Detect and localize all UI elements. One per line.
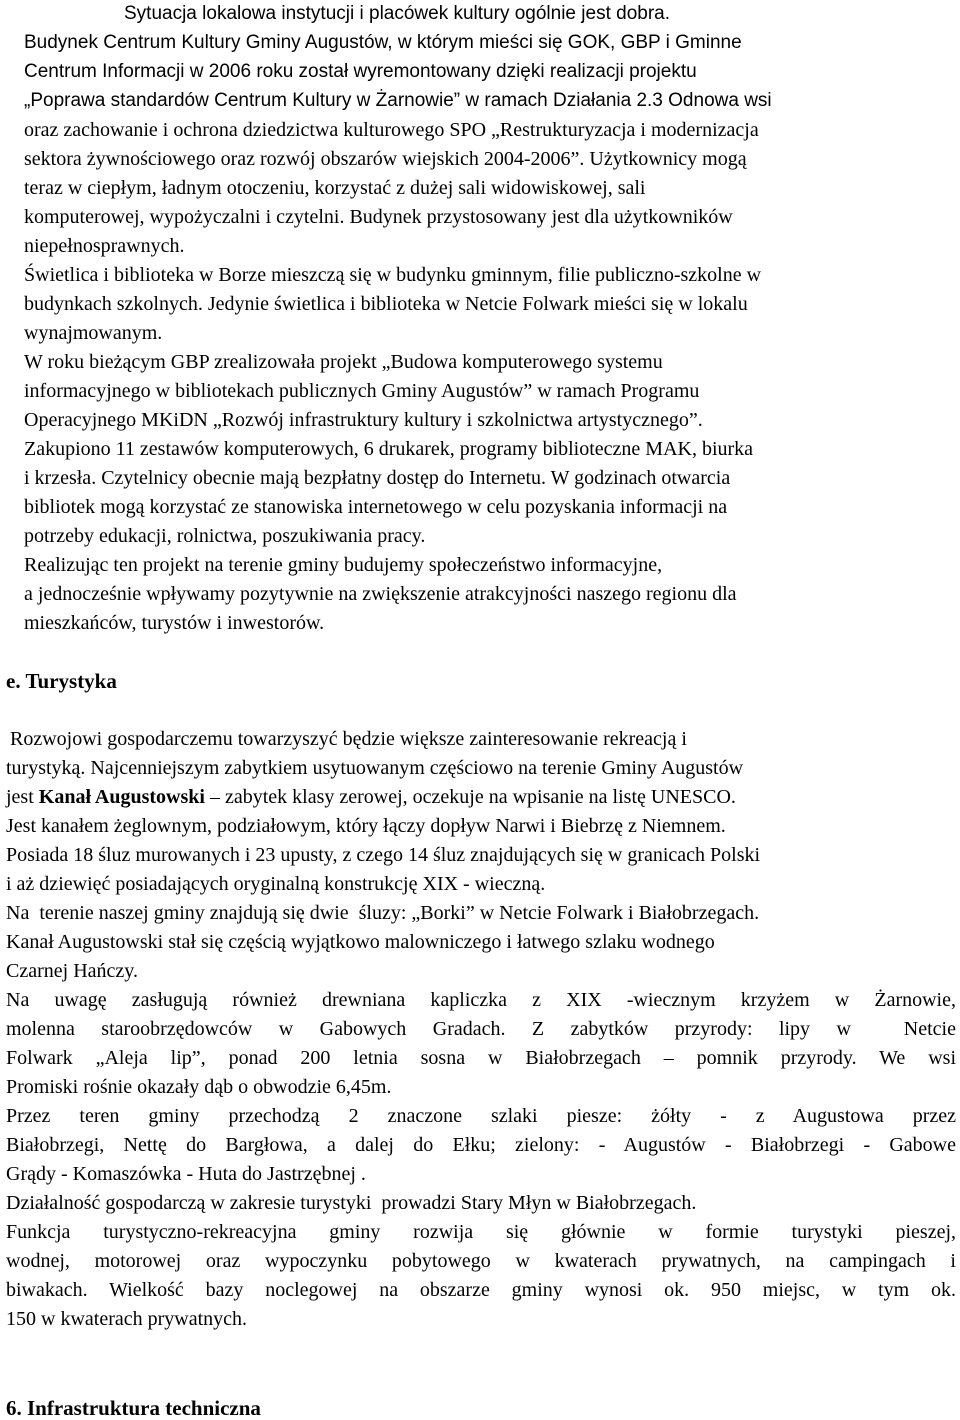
text-run: jest — [6, 786, 39, 808]
section-heading-infrastructure: 6. Infrastruktura techniczna — [6, 1396, 261, 1420]
paragraph-line: Na terenie naszej gminy znajdują się dwie śluzy: „Borki” w Netcie Folwark i Białobrzegach. — [6, 902, 760, 924]
canal-name: Kanał Augustowski — [38, 786, 205, 808]
paragraph-line: Posiada 18 śluz murowanych i 23 upusty, z czego 14 śluz znajdujących się w granicach Polski — [6, 844, 761, 866]
paragraph-line: Realizując ten projekt na terenie gminy budujemy społeczeństwo informacyjne, — [24, 554, 663, 576]
paragraph-line: W roku bieżącym GBP zrealizowała projekt „Budowa komputerowego systemu — [24, 351, 663, 373]
paragraph-line: Promiski rośnie okazały dąb o obwodzie 6,45m. — [6, 1076, 392, 1098]
paragraph-line: Białobrzegi, Nettę do Bargłowa, a dalej do Ełku; zielony: - Augustów - Białobrzegi - Gabowe — [6, 1134, 956, 1156]
paragraph-line: wynajmowanym. — [24, 322, 163, 344]
paragraph-line: molenna staroobrzędowców w Gabowych Gradach. Z zabytków przyrody: lipy w Netcie — [6, 1018, 956, 1040]
paragraph-line: 150 w kwaterach prywatnych. — [6, 1308, 248, 1330]
paragraph-line: biwakach. Wielkość bazy noclegowej na obszarze gminy wynosi ok. 950 miejsc, w tym ok. — [6, 1279, 956, 1301]
paragraph-line: Centrum Informacji w 2006 roku został wyremontowany dzięki realizacji projektu — [24, 61, 697, 82]
paragraph-line: informacyjnego w bibliotekach publicznych Gminy Augustów” w ramach Programu — [24, 380, 700, 402]
section-heading-tourism: e. Turystyka — [6, 669, 117, 693]
paragraph-line: „Poprawa standardów Centrum Kultury w Żarnowie” w ramach Działania 2.3 Odnowa wsi — [24, 90, 772, 111]
paragraph-line: i aż dziewięć posiadających oryginalną konstrukcję XIX - wieczną. — [6, 873, 546, 895]
paragraph-line: Zakupiono 11 zestawów komputerowych, 6 drukarek, programy biblioteczne MAK, biurka — [24, 438, 754, 460]
paragraph-line: i krzesła. Czytelnicy obecnie mają bezpłatny dostęp do Internetu. W godzinach otwarcia — [24, 467, 731, 489]
paragraph-line: mieszkańców, turystów i inwestorów. — [24, 612, 325, 634]
text-run: – zabytek klasy zerowej, oczekuje na wpisanie na listę UNESCO. — [204, 786, 736, 808]
paragraph-line — [6, 787, 736, 807]
paragraph-line: oraz zachowanie i ochrona dziedzictwa kulturowego SPO „Restrukturyzacja i modernizacja — [24, 119, 759, 141]
paragraph-line: Świetlica i biblioteka w Borze mieszczą się w budynku gminnym, filie publiczno-szkolne w — [24, 264, 762, 286]
paragraph-line: Na uwagę zasługują również drewniana kapliczka z XIX -wiecznym krzyżem w Żarnowie, — [6, 989, 956, 1011]
paragraph-line: Folwark „Aleja lip”, ponad 200 letnia sosna w Białobrzegach – pomnik przyrody. We wsi — [6, 1047, 956, 1069]
paragraph-line: budynkach szkolnych. Jedynie świetlica i biblioteka w Netcie Folwark mieści się w lokalu — [24, 293, 748, 315]
paragraph-line: niepełnosprawnych. — [24, 235, 185, 257]
paragraph-line: Sytuacja lokalowa instytucji i placówek kultury ogólnie jest dobra. — [124, 3, 670, 24]
paragraph-line: teraz w ciepłym, ładnym otoczeniu, korzystać z dużej sali widowiskowej, sali — [24, 177, 646, 199]
paragraph-line: Działalność gospodarczą w zakresie turystyki prowadzi Stary Młyn w Białobrzegach. — [6, 1192, 697, 1214]
paragraph-line: Operacyjnego MKiDN „Rozwój infrastruktury kultury i szkolnictwa artystycznego”. — [24, 409, 703, 431]
paragraph-line: Kanał Augustowski stał się częścią wyjątkowo malowniczego i łatwego szlaku wodnego — [6, 931, 715, 953]
paragraph-line: a jednocześnie wpływamy pozytywnie na zwiększenie atrakcyjności naszego regionu dla — [24, 583, 737, 605]
paragraph-line: Funkcja turystyczno-rekreacyjna gminy rozwija się głównie w formie turystyki pieszej, — [6, 1221, 956, 1243]
paragraph-line: Budynek Centrum Kultury Gminy Augustów, w którym mieści się GOK, GBP i Gminne — [24, 32, 742, 53]
paragraph-line: turystyką. Najcenniejszym zabytkiem usytuowanym częściowo na terenie Gminy Augustów — [6, 757, 744, 779]
paragraph-line: Czarnej Hańczy. — [6, 960, 138, 982]
paragraph-line: potrzeby edukacji, rolnictwa, poszukiwania pracy. — [24, 525, 426, 547]
paragraph-line: Rozwojowi gospodarczemu towarzyszyć będzie większe zainteresowanie rekreacją i — [10, 728, 687, 750]
paragraph-line: wodnej, motorowej oraz wypoczynku pobytowego w kwaterach prywatnych, na campingach i — [6, 1250, 956, 1272]
paragraph-line: sektora żywnościowego oraz rozwój obszarów wiejskich 2004-2006”. Użytkownicy mogą — [24, 148, 747, 170]
paragraph-line: komputerowej, wypożyczalni i czytelni. Budynek przystosowany jest dla użytkowników — [24, 206, 733, 228]
paragraph-line: Przez teren gminy przechodzą 2 znaczone szlaki piesze: żółty - z Augustowa przez — [6, 1105, 956, 1127]
paragraph-line: Jest kanałem żeglownym, podziałowym, który łączy dopływ Narwi i Biebrzę z Niemnem. — [6, 815, 726, 837]
paragraph-line: Grądy - Komaszówka - Huta do Jastrzębnej . — [6, 1163, 366, 1185]
paragraph-line: bibliotek mogą korzystać ze stanowiska internetowego w celu pozyskania informacji na — [24, 496, 728, 518]
